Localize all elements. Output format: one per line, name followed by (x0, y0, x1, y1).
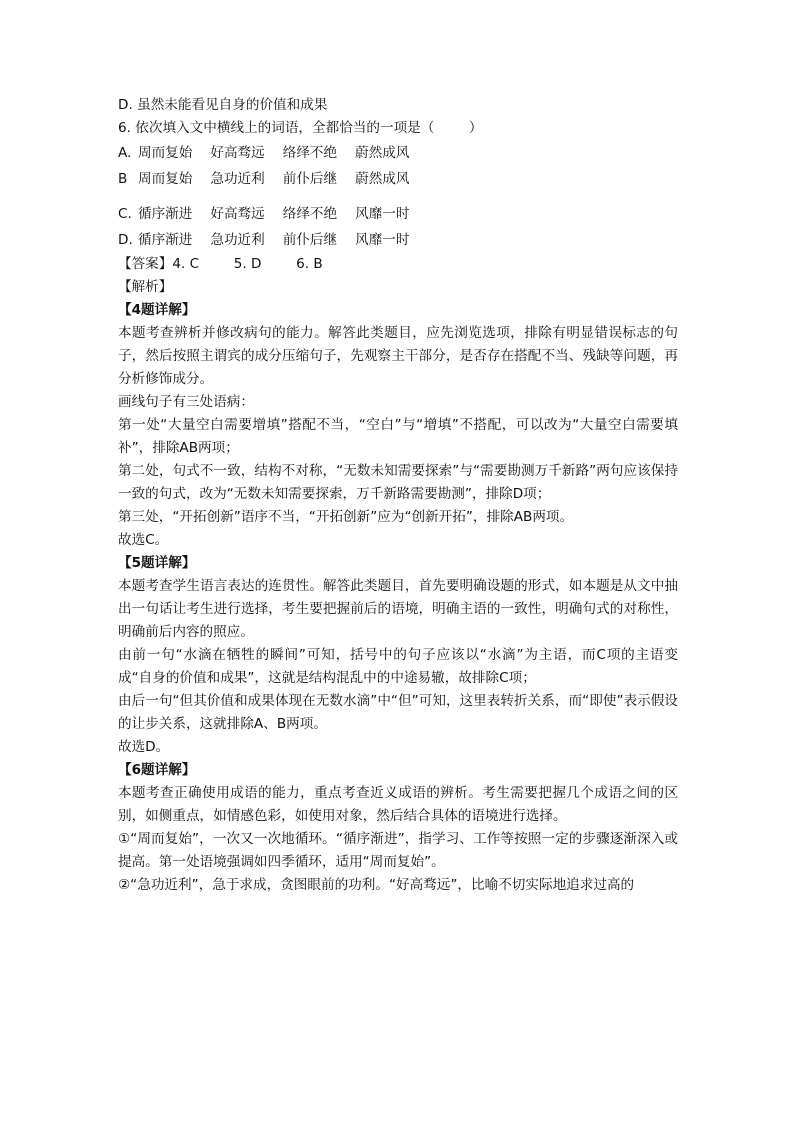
q6-paragraph: ①“周而复始”，一次又一次地循环。“循序渐进”，指学习、工作等按照一定的步骤逐渐深入或提高。第一处语境强调如四季循环，适用“周而复始”。 (118, 831, 678, 870)
q5-paragraph: 故选D。 (118, 739, 170, 755)
option-row-b (118, 166, 678, 192)
q5-heading: 【5题详解】 (118, 555, 196, 571)
option-item: 好高骛远 (210, 205, 265, 222)
option-item: 周而复始 (138, 170, 193, 187)
option-key: B (118, 170, 128, 187)
q6-paragraph: 本题考查正确使用成语的能力，重点考查近义成语的辨析。考生需要把握几个成语之间的区别，如侧重点，如情感色彩，如使用对象，然后结合具体的语境进行选择。 (118, 785, 678, 824)
q4-paragraph: 本题考查辨析并修改病句的能力。解答此类题目，应先浏览选项，排除有明显错误标志的句子，然后按照主谓宾的成分压缩句子，先观察主干部分，是否存在搭配不当、残缺等问题，再分析修饰成分。 (118, 325, 678, 387)
option-key: A. (118, 144, 132, 161)
q4-paragraph: 画线句子有三处语病： (118, 394, 254, 410)
q6-heading: 【6题详解】 (118, 762, 196, 778)
analysis-label: 【解析】 (118, 279, 173, 295)
q4-paragraph: 故选C。 (118, 532, 169, 548)
q5-paragraph: 由后一句“但其价值和成果体现在无数水滴”中“但”可知，这里表转折关系，而“即使”表示假设的让步关系，这就排除A、B两项。 (118, 693, 678, 732)
option-item: 前仆后继 (282, 231, 338, 248)
option-item: 急功近利 (210, 231, 265, 248)
answer-value: 4. C (172, 256, 200, 272)
option-item: 蔚然成风 (355, 144, 410, 161)
q6-paragraph: ②“急功近利”，急于求成，贪图眼前的功利。“好高骛远”，比喻不切实际地追求过高的 (118, 877, 635, 893)
option-item: 络绎不绝 (282, 205, 338, 222)
option-item: 风靡一时 (355, 205, 410, 222)
option-item: 络绎不绝 (282, 144, 338, 161)
option-key: D. (118, 231, 133, 248)
q4-paragraph: 第二处，句式不一致，结构不对称，“无数未知需要探索”与“需要勘测万千新路”两句应该保持一致的句式，改为“无数未知需要探索，万千新路需要勘测”，排除D项； (118, 463, 678, 502)
option-item: 急功近利 (210, 170, 265, 187)
option-item: 循序渐进 (138, 205, 193, 222)
document-body (118, 94, 678, 897)
q4-paragraph: 第三处，“开拓创新”语序不当，“开拓创新”应为“创新开拓”，排除AB两项。 (118, 509, 574, 525)
option-row-d (118, 227, 678, 253)
option-item: 好高骛远 (210, 144, 265, 161)
question-6-stem: 6. 依次填入文中横线上的词语，全都恰当的一项是（ ） (118, 120, 483, 136)
q5-paragraph: 由前一句“水滴在牺牲的瞬间”可知，括号中的句子应该以“水滴”为主语，而C项的主语变成“自身的价值和成果”，这就是结构混乱中的中途易辙，故排除C项； (118, 647, 678, 686)
option-item: 风靡一时 (355, 231, 410, 248)
option-row-a (118, 140, 678, 166)
q4-paragraph: 第一处“大量空白需要增填”搭配不当，“空白”与“增填”不搭配，可以改为“大量空白需要填补”，排除AB两项； (118, 417, 678, 456)
option-item: 前仆后继 (282, 170, 338, 187)
answer-label: 【答案】 (118, 256, 173, 272)
option-item: 周而复始 (138, 144, 193, 161)
answer-row (118, 253, 678, 276)
spacer (118, 192, 678, 201)
option-d-previous: D. 虽然未能看见自身的价值和成果 (118, 97, 328, 113)
q4-heading: 【4题详解】 (118, 302, 196, 318)
option-item: 蔚然成风 (355, 170, 410, 187)
q5-paragraph: 本题考查学生语言表达的连贯性。解答此类题目，首先要明确设题的形式，如本题是从文中抽出一句话让考生进行选择，考生要把握前后的语境，明确主语的一致性，明确句式的对称性，明确前后内容的照应。 (118, 578, 678, 640)
answer-value: 6. B (296, 256, 323, 272)
option-item: 循序渐进 (138, 231, 193, 248)
answer-value: 5. D (233, 256, 262, 272)
option-key: C. (118, 205, 132, 222)
option-row-c (118, 201, 678, 227)
